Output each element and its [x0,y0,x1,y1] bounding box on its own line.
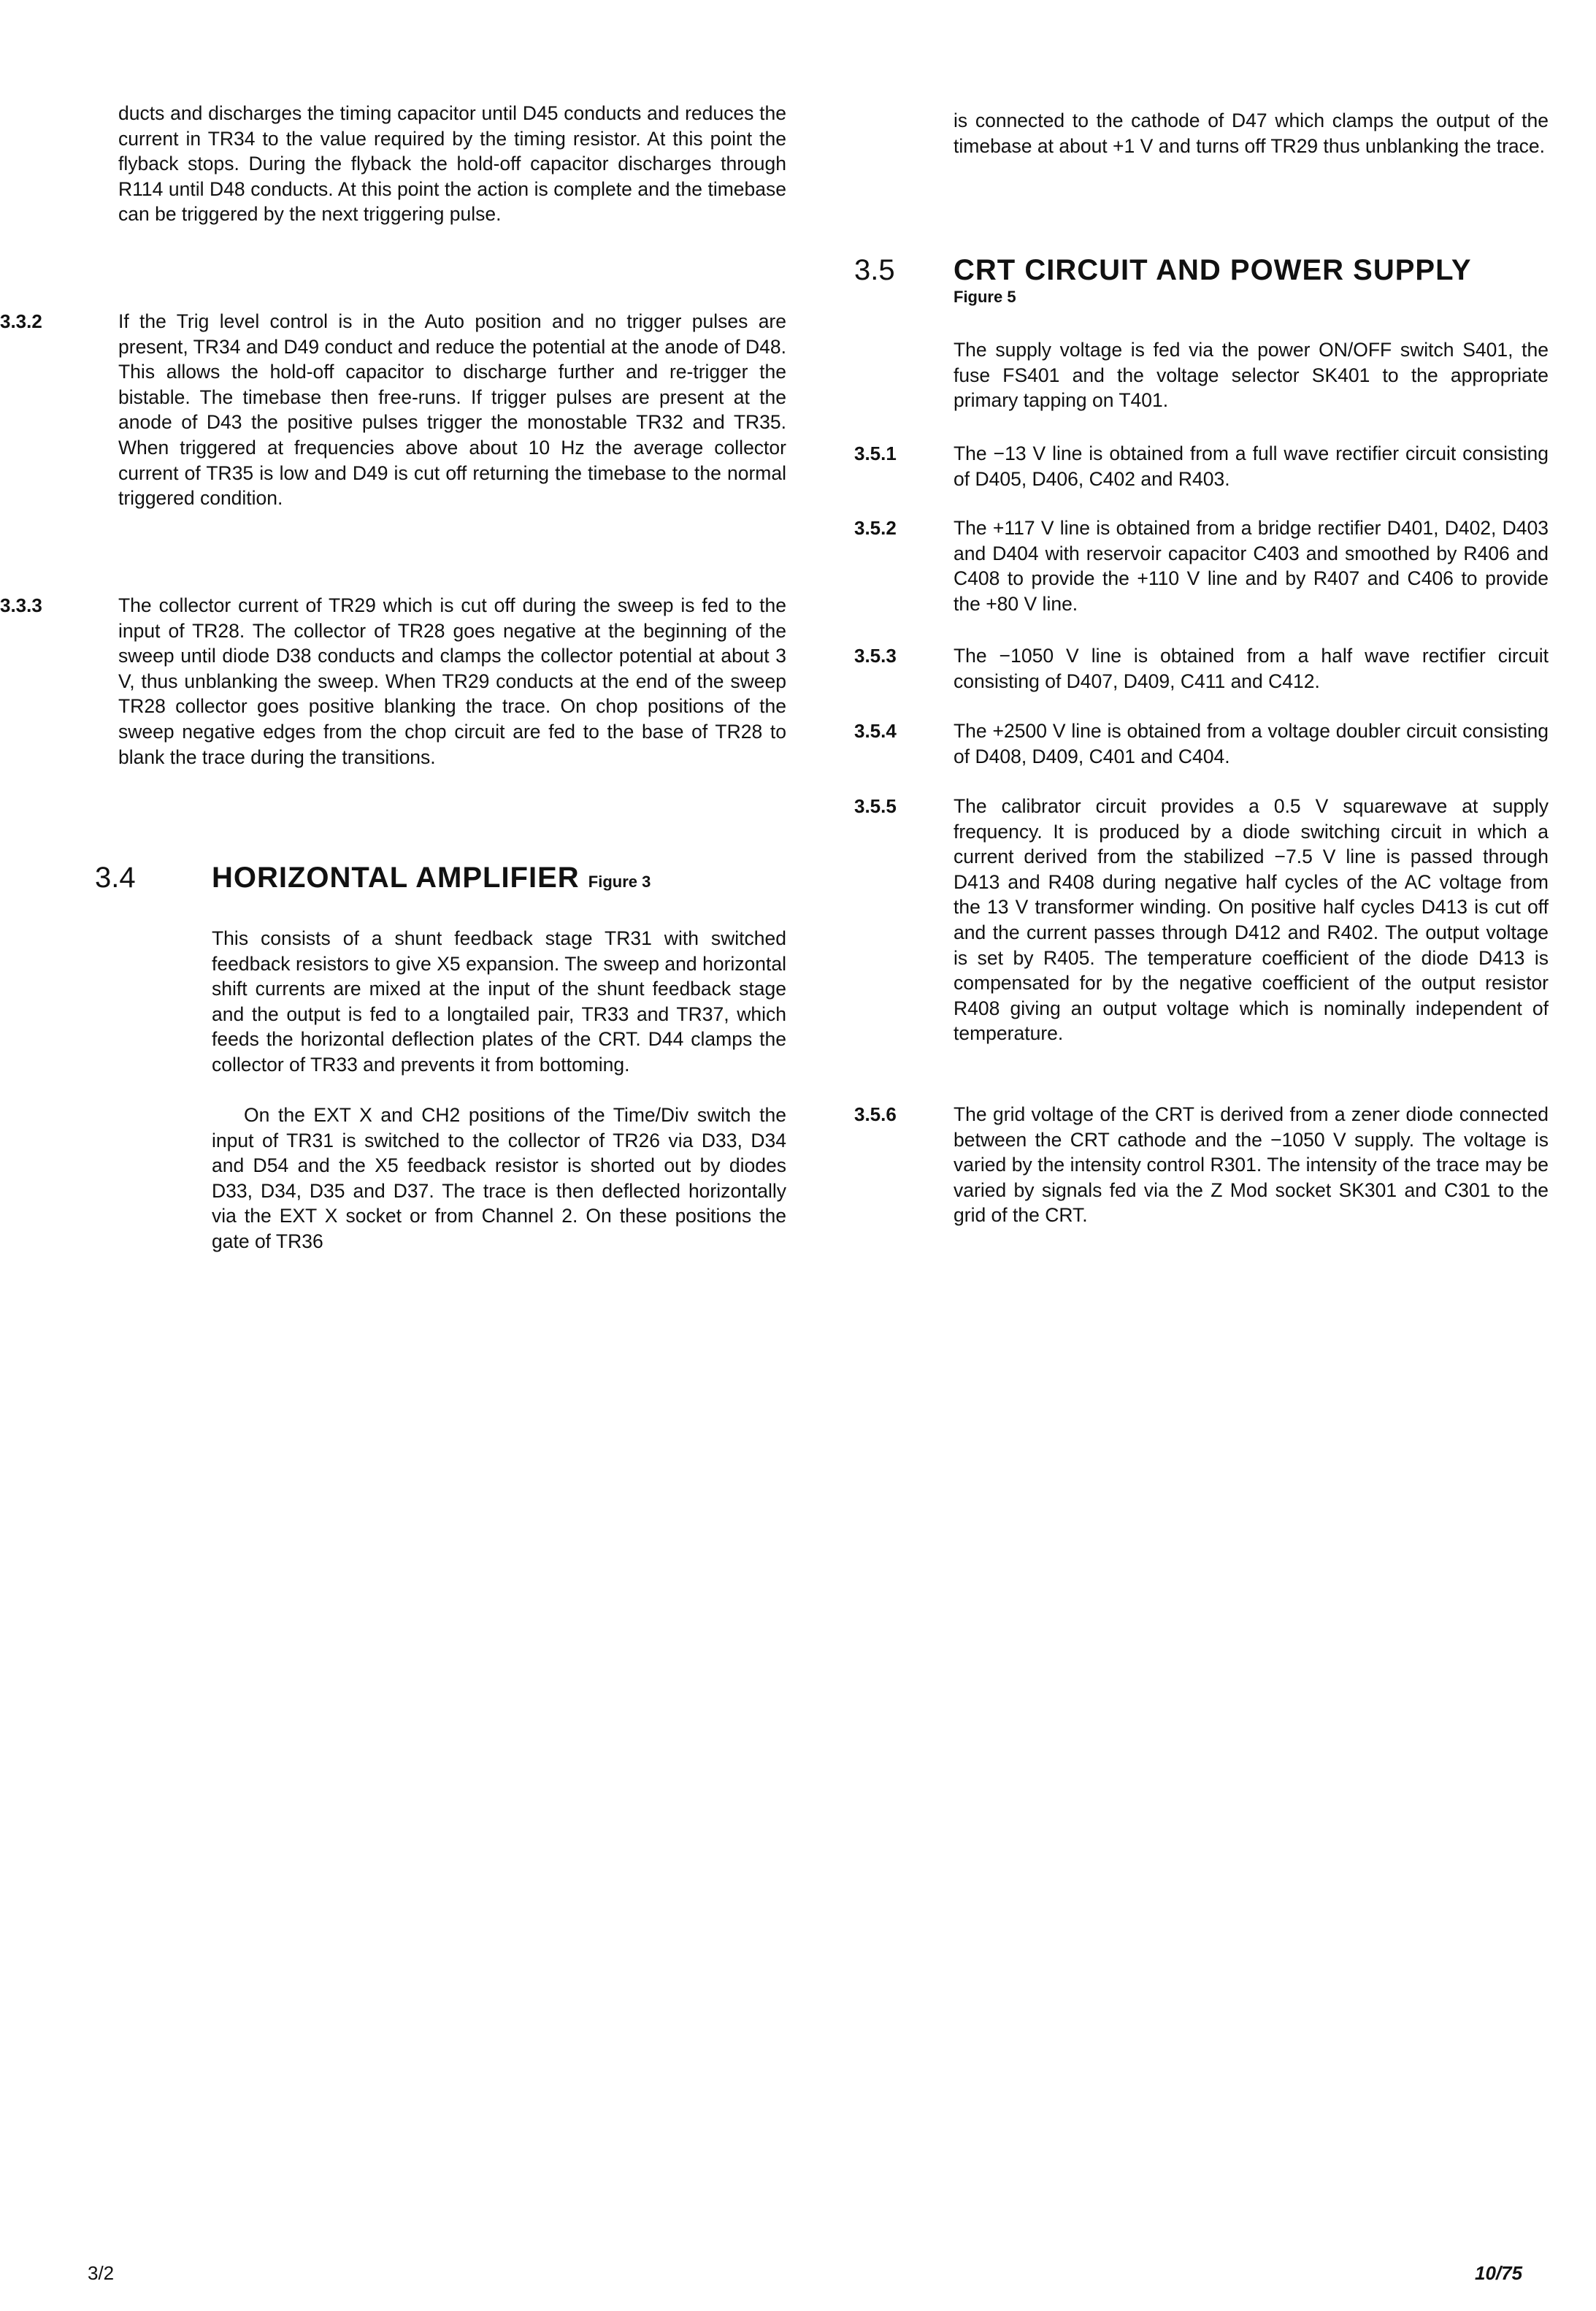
section-number-3-5: 3.5 [854,254,895,286]
paragraph-number: 3.5.1 [854,442,897,464]
paragraph-text: The +117 V line is obtained from a bridge rectifier D401, D402, D403 and D404 with reservoir capacitor C403 and smoothed by R406 and C408 to provide the +110 V line and by R407 and C406 to provide the +80 V line. [954,517,1549,615]
paragraph-text: The calibrator circuit provides a 0.5 V squarewave at supply frequency. It is produced by a diode switching circuit in which a current derived from the stabilized −7.5 V line is passed through D413 and R408 during negative half cycles of the AC voltage from the 13 V transformer winding. On positive half cycles D413 is cut off and the current passes through D412 and R402. The output voltage is set by R405. The temperature coefficient of the diode D413 is compensated for by the negative coefficient of the output resistor R408 giving an output voltage which is nominally independent of temperature. [954,795,1549,1045]
paragraph-text: If the Trig level control is in the Auto position and no trigger pulses are present, TR34 and D49 conduct and reduce the potential at the anode of D48. This allows the hold-off capacitor to discharge further and re-trigger the bistable. The timebase then free-runs. If trigger pulses are present at the anode of D43 the positive pulses trigger the monostable TR32 and TR35. When triggered at frequencies above about 10 Hz the average collector current of TR35 is low and D49 is cut off returning the timebase to the normal triggered condition. [118,310,786,510]
paragraph-number: 3.5.2 [854,517,897,539]
paragraph-3-5-4 [854,718,1549,769]
page-number: 3/2 [88,2262,115,2284]
paragraph-3-5-3 [854,643,1549,694]
paragraph-number: 3.3.3 [0,594,42,616]
paragraph-number: 3.5.5 [854,795,897,817]
paragraph-text: The supply voltage is fed via the power ON/OFF switch S401, the fuse FS401 and the voltage selector SK401 to the appropriate primary tapping on T401. [954,339,1549,412]
section-title-3-4 [212,862,651,898]
paragraph-text: This consists of a shunt feedback stage TR31 with switched feedback resistors to give X5 expansion. The sweep and horizontal shift currents are mixed at the input of the shunt feedback stage and the output is fed to a longtailed pair, TR33 and TR37, which feeds the horizontal deflection plates of the CRT. D44 clamps the collector of TR33 and prevents it from bottoming. [212,927,786,1076]
paragraph-3-5-2 [854,516,1549,616]
figure-reference: Figure 5 [954,288,1016,306]
paragraph-text: is connected to the cathode of D47 which clamps the output of the timebase at about +1 V and turns off TR29 thus unblanking the trace. [954,110,1549,157]
paragraph-text: On the EXT X and CH2 positions of the Time/Div switch the input of TR31 is switched to the collector of TR26 via D33, D34 and D54 and the X5 feedback resistor is shorted out by diodes D33, D34, D35 and D37. The trace is then deflected horizontally via the EXT X socket or from Channel 2. On these positions the gate of TR36 [212,1104,786,1252]
paragraph-3-4-a [212,926,786,1078]
section-title-3-5: CRT CIRCUIT AND POWER SUPPLY [954,254,1472,286]
paragraph-number: 3.5.3 [854,645,897,667]
figure-reference: Figure 3 [588,873,651,891]
paragraph-text: ducts and discharges the timing capacitor until D45 conducts and reduces the current in TR34 to the value required by the timing resistor. At this point the flyback stops. During the flyback the hold-off capacitor discharges through R114 until D48 conducts. At this point the action is complete and the timebase can be triggered by the next triggering pulse. [118,102,786,226]
paragraph-3-5-1 [854,441,1549,491]
paragraph-3-5-5 [854,794,1549,1046]
paragraph-3-4-b [212,1103,786,1254]
paragraph-3-3-3 [0,593,786,770]
paragraph-number: 3.5.6 [854,1103,897,1125]
paragraph-3-4-continued [954,108,1549,158]
paragraph-text: The −13 V line is obtained from a full wave rectifier circuit consisting of D405, D406, C402 and R403. [954,442,1549,490]
paragraph-3-3-1-continued [118,101,786,227]
paragraph-number: 3.3.2 [0,310,42,332]
paragraph-text: The −1050 V line is obtained from a half wave rectifier circuit consisting of D407, D409, C411 and C412. [954,645,1549,692]
issue-date: 10/75 [1475,2262,1523,2284]
section-title-text: HORIZONTAL AMPLIFIER [212,862,580,894]
paragraph-text: The grid voltage of the CRT is derived from a zener diode connected between the CRT cathode and the −1050 V supply. The voltage is varied by the intensity control R301. The intensity of the trace may be varied by signals fed via the Z Mod socket SK301 and C301 to the grid of the CRT. [954,1103,1549,1227]
paragraph-3-5-6 [854,1102,1549,1228]
paragraph-text: The +2500 V line is obtained from a voltage doubler circuit consisting of D408, D409, C401 and C404. [954,720,1549,767]
paragraph-3-3-2 [0,309,786,511]
paragraph-number: 3.5.4 [854,720,897,742]
paragraph-3-5 [954,337,1549,413]
section-number-3-4: 3.4 [95,862,136,894]
paragraph-text: The collector current of TR29 which is cut off during the sweep is fed to the input of TR28. The collector of TR28 goes negative at the beginning of the sweep until diode D38 conducts and clamps the collector potential at about 3 V, thus unblanking the sweep. When TR29 conducts at the end of the sweep TR28 collector goes positive blanking the trace. On chop positions of the sweep negative edges from the chop circuit are fed to the base of TR28 to blank the trace during the transitions. [118,594,786,768]
